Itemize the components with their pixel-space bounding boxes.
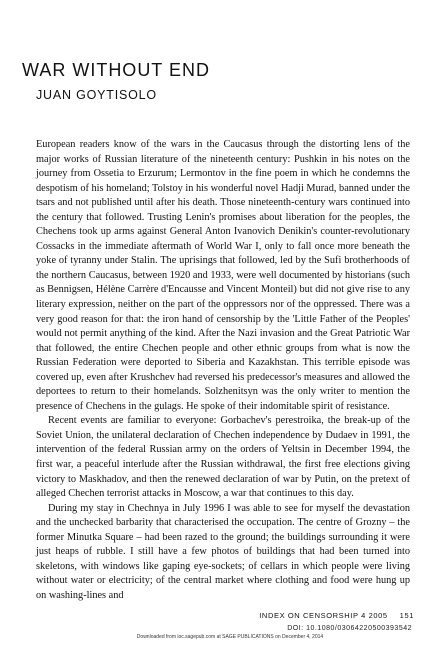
page-footer [214, 611, 414, 620]
article-title: WAR WITHOUT END [22, 60, 210, 80]
doi-reference: DOI: 10.1080/03064220500393542 [287, 625, 412, 632]
journal-name: INDEX ON CENSORSHIP 4 2005 [259, 611, 388, 620]
article-author: JUAN GOYTISOLO [36, 88, 157, 102]
paragraph: During my stay in Chechnya in July 1996 I was able to see for myself the devastation and the unchecked barbarity that characterised the occupation. The centre of Grozny – the former Minutka Square – had been razed to the ground; the buildings surrounding it were just heaps of rubble. I still have a few photos of buildings that had been turned into skeletons, with windows like gaping eye-sockets; of cellars in which people were living without water or electricity; of the central market where clothing and food were hung up on washing-lines and [36, 502, 410, 601]
paragraph: Recent events are familiar to everyone: Gorbachev's perestroika, the break-up of the Soviet Union, the unilateral declaration of Chechen independence by Dudaev in 1991, the intervention of the federal Russian army on the orders of Yeltsin in December 1994, the first war, a peaceful interlude after the Russian withdrawal, the first free elections giving victory to Maskhadov, and then the renewed declaration of war by Putin, on the pretext of alleged Chechen terrorist attacks in Moscow, a war that continues to this day. [36, 415, 410, 500]
download-notice: Downloaded from ioc.sagepub.com at SAGE PUBLICATIONS on December 4, 2014 [136, 634, 324, 640]
page-number: 151 [399, 611, 414, 620]
article-body [36, 138, 410, 604]
paragraph: European readers know of the wars in the Caucasus through the distorting lens of the major works of Russian literature of the nineteenth century: Pushkin in his notes on the journey from Ossetia to Erzurum; Lermontov in the fine poem in which he condemns the despotism of his homeland; Tolstoy in his wonderful novel Hadji Murad, banned under the tsars and not published until after his death. Those nineteenth-century wars continued into the century that followed. Trusting Lenin's promises about liberation for the peoples, the Chechens took up arms against General Anton Ivanovich Denikin's counter-revolutionary Cossacks in the immediate aftermath of World War I, only to fall once more beneath the yoke of tyranny under Stalin. The uprisings that followed, led by the Sufi brotherhoods of the northern Caucasus, between 1920 and 1933, were well documented by historians (such as Bennigsen, Hélène Carrère d'Encausse and Vincent Monteil) but did not give rise to any literary expression, neither on the part of the oppressors nor of the oppressed. There was a very good reason for that: the iron hand of censorship by the 'Little Father of the Peoples' would not permit anything of the kind. After the Nazi invasion and the Great Patriotic War that followed, the entire Chechen people and other ethnic groups from what is now the Russian Federation were deported to Siberia and Kazakhstan. This terrible episode was covered up, even after Krushchev had reversed his predecessor's measures and allowed the deportees to return to their homelands. Solzhenitsyn was the only writer to mention the presence of Chechens in the gulags. He spoke of their indomitable spirit of resistance. [36, 139, 410, 412]
